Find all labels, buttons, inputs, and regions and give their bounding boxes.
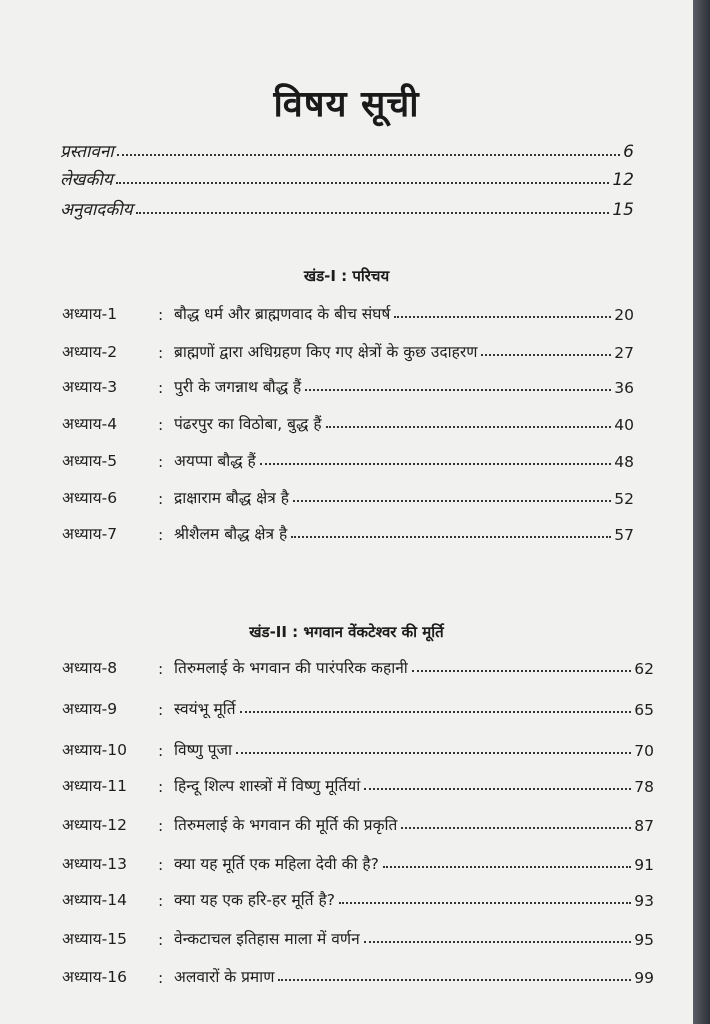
separator: :	[158, 969, 164, 987]
separator: :	[158, 660, 164, 678]
toc-entry	[62, 770, 654, 796]
chapter-number: अध्याय-2	[62, 343, 118, 361]
leader-dots	[136, 212, 610, 214]
leader-dots	[305, 389, 611, 391]
chapter-number: अध्याय-8	[62, 659, 118, 677]
toc-entry	[62, 298, 634, 324]
chapter-title: ब्राह्मणों द्वारा अधिग्रहण किए गए क्षेत्रों के कुछ उदाहरण	[174, 343, 478, 361]
toc-page-number: 87	[634, 817, 654, 835]
chapter-title: विष्णु पूजा	[174, 741, 233, 759]
separator: :	[158, 344, 164, 362]
toc-entry	[62, 734, 654, 760]
toc-front-item	[60, 194, 634, 220]
toc-entry	[62, 809, 654, 835]
toc-front-item	[60, 164, 634, 190]
leader-dots	[240, 711, 632, 713]
toc-page-number: 65	[634, 701, 654, 719]
toc-entry	[62, 693, 654, 719]
toc-entry	[62, 371, 634, 397]
leader-dots	[291, 536, 611, 538]
leader-dots	[236, 752, 631, 754]
toc-page-number: 99	[634, 969, 654, 987]
chapter-title: बौद्ध धर्म और ब्राह्मणवाद के बीच संघर्ष	[174, 305, 391, 323]
leader-dots	[116, 182, 610, 184]
toc-entry	[62, 445, 634, 471]
separator: :	[158, 778, 164, 796]
toc-entry	[62, 848, 654, 874]
chapter-title: वेन्कटाचल इतिहास माला में वर्णन	[174, 930, 360, 948]
toc-front-label: लेखकीय	[60, 170, 113, 190]
toc-page-number: 57	[614, 526, 634, 544]
chapter-number: अध्याय-3	[62, 378, 118, 396]
chapter-title: श्रीशैलम बौद्ध क्षेत्र है	[174, 525, 288, 543]
toc-front-label: प्रस्तावना	[60, 142, 114, 162]
separator: :	[158, 817, 164, 835]
toc-entry	[62, 652, 654, 678]
chapter-number: अध्याय-1	[62, 305, 118, 323]
chapter-title: स्वयंभू मूर्ति	[174, 700, 236, 718]
toc-page-number: 95	[634, 931, 654, 949]
toc-page-number: 27	[614, 344, 634, 362]
toc-page-number: 40	[614, 416, 634, 434]
separator: :	[158, 931, 164, 949]
chapter-title: अलवारों के प्रमाण	[174, 968, 275, 986]
leader-dots	[481, 354, 611, 356]
leader-dots	[293, 500, 611, 502]
toc-page-number: 91	[634, 856, 654, 874]
toc-entry	[62, 884, 654, 910]
chapter-title: अयप्पा बौद्ध हैं	[174, 452, 256, 470]
toc-page-number: 20	[614, 306, 634, 324]
toc-page-number: 36	[614, 379, 634, 397]
section-heading: खंड-II : भगवान वेंकटेश्वर की मूर्ति	[249, 623, 444, 641]
chapter-title: पंढरपुर का विठोबा, बुद्ध हैं	[174, 415, 322, 433]
chapter-number: अध्याय-7	[62, 525, 118, 543]
leader-dots	[260, 463, 612, 465]
leader-dots	[364, 788, 631, 790]
leader-dots	[394, 316, 611, 318]
separator: :	[158, 379, 164, 397]
toc-page-number: 12	[612, 170, 634, 190]
section-heading: खंड-I : परिचय	[303, 267, 390, 285]
toc-page-number: 6	[623, 142, 634, 162]
chapter-number: अध्याय-12	[62, 816, 127, 834]
chapter-title: तिरुमलाई के भगवान की पारंपरिक कहानी	[174, 659, 408, 677]
leader-dots	[278, 979, 631, 981]
leader-dots	[412, 670, 631, 672]
toc-page-number: 52	[614, 490, 634, 508]
leader-dots	[401, 827, 631, 829]
toc-front-label: अनुवादकीय	[60, 200, 133, 220]
toc-page-number: 78	[634, 778, 654, 796]
separator: :	[158, 892, 164, 910]
toc-page-number: 70	[634, 742, 654, 760]
toc-entry	[62, 336, 634, 362]
leader-dots	[339, 902, 631, 904]
toc-entry	[62, 518, 634, 544]
toc-entry	[62, 482, 634, 508]
chapter-number: अध्याय-13	[62, 855, 127, 873]
chapter-number: अध्याय-11	[62, 777, 127, 795]
toc-page-number: 93	[634, 892, 654, 910]
book-spine-edge	[693, 0, 710, 1024]
leader-dots	[364, 941, 632, 943]
toc-entry	[62, 961, 654, 987]
toc-page-number: 62	[634, 660, 654, 678]
separator: :	[158, 526, 164, 544]
chapter-title: क्या यह एक हरि-हर मूर्ति है?	[174, 891, 335, 909]
chapter-title: हिन्दू शिल्प शास्त्रों में विष्णु मूर्तियां	[174, 777, 361, 795]
chapter-number: अध्याय-6	[62, 489, 118, 507]
separator: :	[158, 416, 164, 434]
chapter-title: तिरुमलाई के भगवान की मूर्ति की प्रकृति	[174, 816, 398, 834]
separator: :	[158, 306, 164, 324]
separator: :	[158, 701, 164, 719]
separator: :	[158, 856, 164, 874]
chapter-title: द्राक्षाराम बौद्ध क्षेत्र है	[174, 489, 289, 507]
separator: :	[158, 490, 164, 508]
separator: :	[158, 742, 164, 760]
toc-entry	[62, 923, 654, 949]
toc-entry	[62, 408, 634, 434]
chapter-number: अध्याय-16	[62, 968, 127, 986]
chapter-number: अध्याय-10	[62, 741, 127, 759]
chapter-number: अध्याय-4	[62, 415, 118, 433]
leader-dots	[383, 866, 631, 868]
chapter-number: अध्याय-14	[62, 891, 127, 909]
chapter-number: अध्याय-9	[62, 700, 118, 718]
leader-dots	[117, 154, 621, 156]
toc-front-item	[60, 136, 634, 162]
chapter-number: अध्याय-15	[62, 930, 127, 948]
toc-page-number: 48	[614, 453, 634, 471]
chapter-title: पुरी के जगन्नाथ बौद्ध हैं	[174, 378, 302, 396]
toc-page-number: 15	[612, 200, 634, 220]
chapter-title: क्या यह मूर्ति एक महिला देवी की है?	[174, 855, 379, 873]
leader-dots	[326, 426, 612, 428]
separator: :	[158, 453, 164, 471]
page-title: विषय सूची	[273, 83, 420, 125]
chapter-number: अध्याय-5	[62, 452, 118, 470]
